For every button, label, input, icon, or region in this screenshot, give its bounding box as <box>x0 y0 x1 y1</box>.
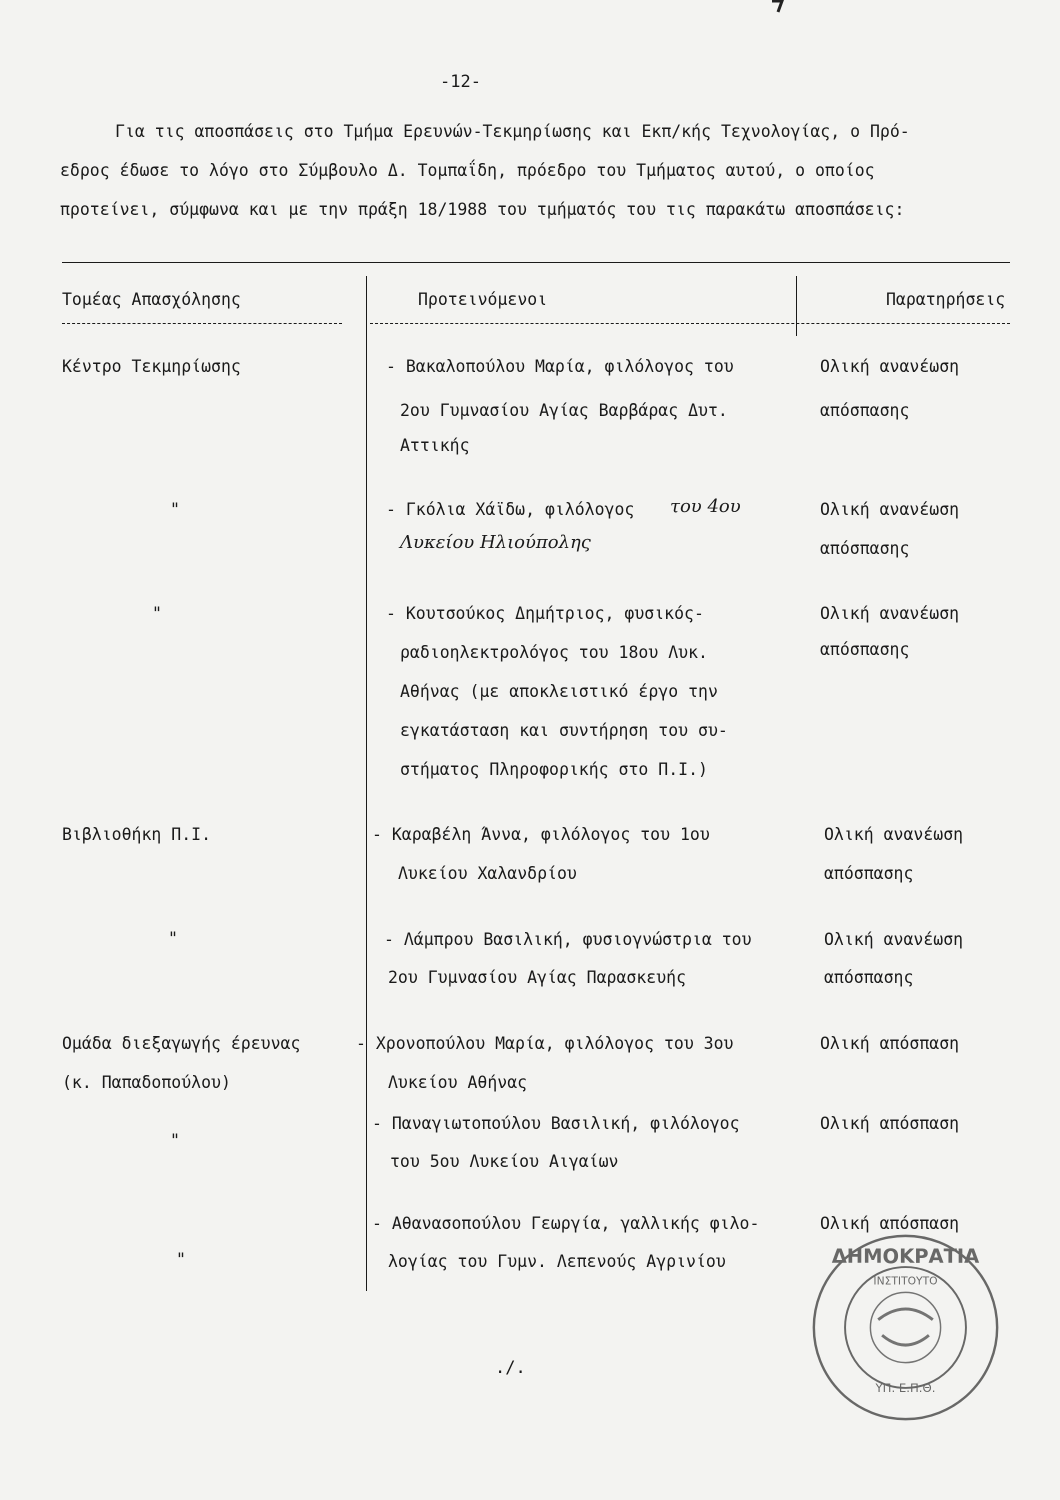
column-divider <box>366 276 367 1291</box>
remarks-line: Ολική ανανέωση <box>824 825 964 844</box>
sector-cell: (κ. Παπαδοπούλου) <box>62 1073 231 1092</box>
sector-cell: Ομάδα διεξαγωγής έρευνας <box>62 1034 301 1053</box>
proposed-line: Λυκείου Χαλανδρίου <box>398 864 577 883</box>
proposed-line: - Λάμπρου Βασιλική, φυσιογνώστρια του <box>384 930 752 949</box>
proposed-line: λογίας του Γυμν. Λεπενούς Αγρινίου <box>388 1252 726 1271</box>
ditto-mark: " <box>176 1250 186 1269</box>
handwritten-note: του 4ου <box>670 496 741 517</box>
remarks-line: απόσπασης <box>820 539 910 558</box>
proposed-line: - Βακαλοπούλου Μαρία, φιλόλογος του <box>386 357 734 376</box>
svg-text:ΥΠ. Ε.Π.Θ.: ΥΠ. Ε.Π.Θ. <box>875 1380 936 1395</box>
intro-line: Για τις αποσπάσεις στο Τμήμα Ερευνών-Τεκμηρίωσης και Εκπ/κής Τεχνολογίας, ο Πρό- <box>115 122 910 141</box>
remarks-line: απόσπασης <box>824 968 914 987</box>
proposed-line: Λυκείου Αθήνας <box>388 1073 528 1092</box>
proposed-line: στήματος Πληροφορικής στο Π.Ι.) <box>400 760 708 779</box>
remarks-line: Ολική ανανέωση <box>820 604 960 623</box>
proposed-line: - Παναγιωτοπούλου Βασιλική, φιλόλογος <box>372 1114 740 1133</box>
proposed-line: του 5ου Λυκείου Αιγαίων <box>390 1152 619 1171</box>
remarks-line: Ολική απόσπαση <box>820 1214 960 1233</box>
proposed-line: Αθήνας (με αποκλειστικό έργο την <box>400 682 718 701</box>
proposed-line: ραδιοηλεκτρολόγος του 18ου Λυκ. <box>400 643 708 662</box>
svg-text:ΙΝΣΤΙΤΟΥΤΟ: ΙΝΣΤΙΤΟΥΤΟ <box>873 1274 938 1288</box>
proposed-line: 2ου Γυμνασίου Αγίας Βαρβάρας Δυτ. <box>400 401 728 420</box>
pen-mark <box>768 0 792 14</box>
proposed-line: - Κουτσούκος Δημήτριος, φυσικός- <box>386 604 704 623</box>
remarks-line: Ολική απόσπαση <box>820 1114 960 1133</box>
ditto-mark: " <box>168 929 178 948</box>
proposed-line: Αττικής <box>400 436 470 455</box>
proposed-line: - Γκόλια Χάϊδω, φιλόλογος <box>386 500 635 519</box>
intro-line: εδρος έδωσε το λόγο στο Σύμβουλο Δ. Τομπαΐδη, πρόεδρο του Τμήματος αυτού, ο οποίος <box>60 161 875 180</box>
table-top-rule <box>62 262 1010 263</box>
remarks-line: Ολική ανανέωση <box>820 357 960 376</box>
remarks-line: απόσπασης <box>824 864 914 883</box>
header-rule <box>62 323 342 324</box>
header-rule <box>370 323 1010 324</box>
remarks-line: Ολική ανανέωση <box>824 930 964 949</box>
remarks-line: Ολική απόσπαση <box>820 1034 960 1053</box>
ditto-mark: " <box>170 1131 180 1150</box>
page-number: -12- <box>440 72 481 92</box>
remarks-line: απόσπασης <box>820 640 910 659</box>
continuation-mark: ./. <box>495 1358 526 1378</box>
proposed-line: 2ου Γυμνασίου Αγίας Παρασκευής <box>388 968 687 987</box>
proposed-line: - Αθανασοπούλου Γεωργία, γαλλικής φιλο- <box>372 1214 760 1233</box>
handwritten-note: Λυκείου Ηλιούπολης <box>400 532 591 553</box>
proposed-line: - Καραβέλη Άννα, φιλόλογος του 1ου <box>372 825 710 844</box>
remarks-line: απόσπασης <box>820 401 910 420</box>
sector-cell: Βιβλιοθήκη Π.Ι. <box>62 825 212 844</box>
proposed-line: εγκατάσταση και συντήρηση του συ- <box>400 721 728 740</box>
svg-text:ΔΗΜΟΚΡΑΤΙΑ: ΔΗΜΟΚΡΑΤΙΑ <box>831 1245 980 1269</box>
ditto-mark: " <box>170 500 180 519</box>
official-stamp-icon <box>808 1230 1003 1425</box>
header-proposed: Προτεινόμενοι <box>418 290 548 309</box>
intro-line: προτείνει, σύμφωνα και με την πράξη 18/1988 του τμήματός του τις παρακάτω αποσπάσεις: <box>60 200 905 219</box>
column-divider <box>796 276 797 336</box>
sector-cell: Κέντρο Τεκμηρίωσης <box>62 357 241 376</box>
remarks-line: Ολική ανανέωση <box>820 500 960 519</box>
header-sector: Τομέας Απασχόλησης <box>62 290 241 309</box>
header-remarks: Παρατηρήσεις <box>886 290 1006 309</box>
proposed-line: - Χρονοπούλου Μαρία, φιλόλογος του 3ου <box>356 1034 734 1053</box>
ditto-mark: " <box>152 604 162 623</box>
